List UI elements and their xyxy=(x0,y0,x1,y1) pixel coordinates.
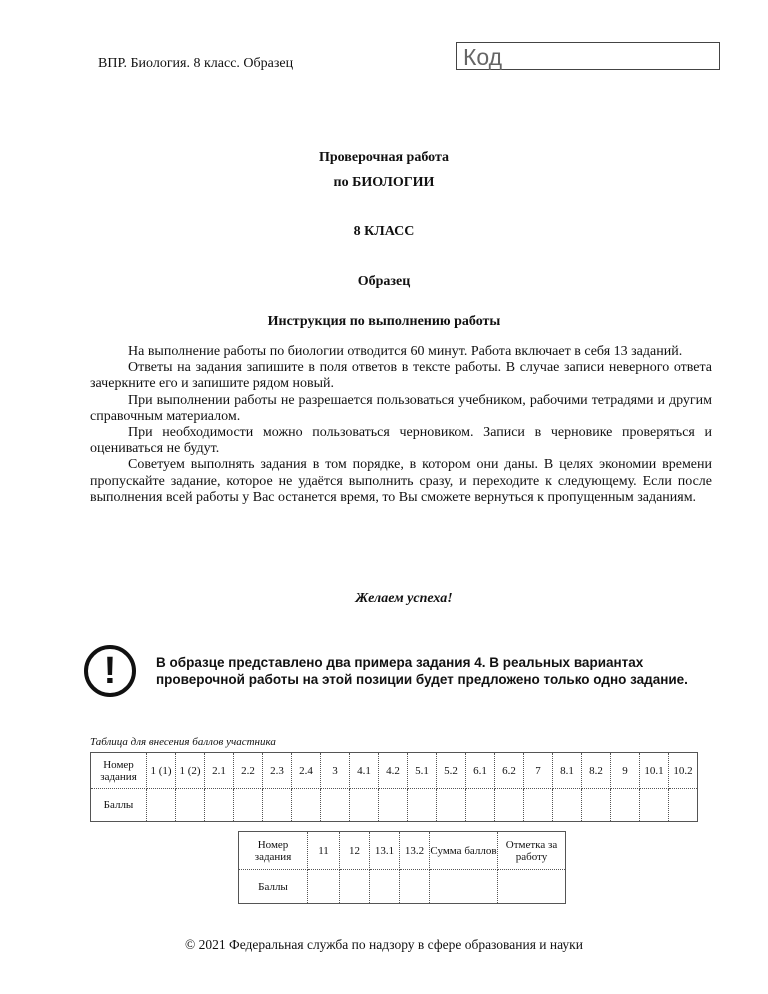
score-cell[interactable] xyxy=(640,789,669,822)
instructions-block xyxy=(90,344,712,506)
exclamation-circle-icon: ! xyxy=(84,645,136,697)
score-cell[interactable] xyxy=(147,789,176,822)
footer-copyright: © 2021 Федеральная служба по надзору в сфере образования и науки xyxy=(185,937,583,952)
grade-cell[interactable] xyxy=(498,870,566,904)
task-number: 1 (1) xyxy=(147,753,176,789)
task-number: 6.1 xyxy=(466,753,495,789)
score-cell[interactable] xyxy=(611,789,640,822)
score-cell[interactable] xyxy=(370,870,400,904)
doc-title-line2: по БИОЛОГИИ xyxy=(333,175,435,190)
score-cell[interactable] xyxy=(340,870,370,904)
task-number: 7 xyxy=(524,753,553,789)
row-label-tasks: Номер задания xyxy=(91,753,147,789)
task-number: 9 xyxy=(611,753,640,789)
sum-cell[interactable] xyxy=(430,870,498,904)
grade-header: Отметка за работу xyxy=(498,832,566,870)
score-cell[interactable] xyxy=(524,789,553,822)
task-number: 4.2 xyxy=(379,753,408,789)
instruction-paragraph: Ответы на задания запишите в поля ответов в тексте работы. В случае записи неверного ответа зачеркните его и запишите рядом новый. xyxy=(90,360,712,392)
task-number: 3 xyxy=(321,753,350,789)
score-cell[interactable] xyxy=(234,789,263,822)
task-number: 13.1 xyxy=(370,832,400,870)
doc-title-line1: Проверочная работа xyxy=(318,150,450,165)
row-label-tasks: Номер задания xyxy=(239,832,308,870)
task-number: 5.2 xyxy=(437,753,466,789)
instruction-paragraph: На выполнение работы по биологии отводится 60 минут. Работа включает в себя 13 заданий. xyxy=(128,344,683,359)
score-cell[interactable] xyxy=(205,789,234,822)
score-cell[interactable] xyxy=(379,789,408,822)
score-cell[interactable] xyxy=(176,789,205,822)
instruction-paragraph: Советуем выполнять задания в том порядке, в котором они даны. В целях экономии времени пропускайте задание, которое не удаётся выполнить сразу, и переходите к следующему. Если после выполнения всей работы у Вас останется время, то Вы сможете вернуться к пропущенным заданиям. xyxy=(90,457,712,505)
task-number: 2.1 xyxy=(205,753,234,789)
task-number: 2.3 xyxy=(263,753,292,789)
task-number: 12 xyxy=(340,832,370,870)
wish-text: Желаем успеха! xyxy=(355,591,453,606)
task-number: 6.2 xyxy=(495,753,524,789)
notice-text: В образце представлено два примера задания 4. В реальных вариантах проверочной работы на этой позиции будет предложено только одно задание. xyxy=(156,655,688,687)
row-label-points: Баллы xyxy=(239,870,308,904)
grade-heading: 8 КЛАСС xyxy=(353,224,415,239)
score-cell[interactable] xyxy=(308,870,340,904)
task-number: 10.2 xyxy=(669,753,698,789)
score-cell[interactable] xyxy=(408,789,437,822)
score-cell[interactable] xyxy=(553,789,582,822)
score-cell[interactable] xyxy=(466,789,495,822)
instruction-paragraph: При выполнении работы не разрешается пользоваться учебником, рабочими тетрадями и другим справочным материалом. xyxy=(90,392,712,424)
task-number: 4.1 xyxy=(350,753,379,789)
code-field[interactable]: Код xyxy=(456,42,720,70)
task-number: 2.4 xyxy=(292,753,321,789)
scores-table-2 xyxy=(238,831,566,904)
header-title: ВПР. Биология. 8 класс. Образец xyxy=(98,56,294,71)
task-number: 8.1 xyxy=(553,753,582,789)
task-number: 13.2 xyxy=(400,832,430,870)
score-cell[interactable] xyxy=(582,789,611,822)
instruction-paragraph: При необходимости можно пользоваться черновиком. Записи в черновике проверяться и оцениваться не будут. xyxy=(90,425,712,457)
score-cell[interactable] xyxy=(350,789,379,822)
score-cell[interactable] xyxy=(669,789,698,822)
score-cell[interactable] xyxy=(437,789,466,822)
sample-heading: Образец xyxy=(357,274,411,289)
instructions-heading: Инструкция по выполнению работы xyxy=(267,314,501,329)
task-number: 8.2 xyxy=(582,753,611,789)
sum-header: Сумма баллов xyxy=(430,832,498,870)
score-cell[interactable] xyxy=(263,789,292,822)
task-number: 11 xyxy=(308,832,340,870)
task-number: 2.2 xyxy=(234,753,263,789)
score-cell[interactable] xyxy=(495,789,524,822)
task-number: 5.1 xyxy=(408,753,437,789)
score-cell[interactable] xyxy=(400,870,430,904)
score-cell[interactable] xyxy=(292,789,321,822)
scores-table-1 xyxy=(90,752,698,822)
task-number: 10.1 xyxy=(640,753,669,789)
score-cell[interactable] xyxy=(321,789,350,822)
table-caption: Таблица для внесения баллов участника xyxy=(90,736,276,748)
row-label-points: Баллы xyxy=(91,789,147,822)
task-number: 1 (2) xyxy=(176,753,205,789)
